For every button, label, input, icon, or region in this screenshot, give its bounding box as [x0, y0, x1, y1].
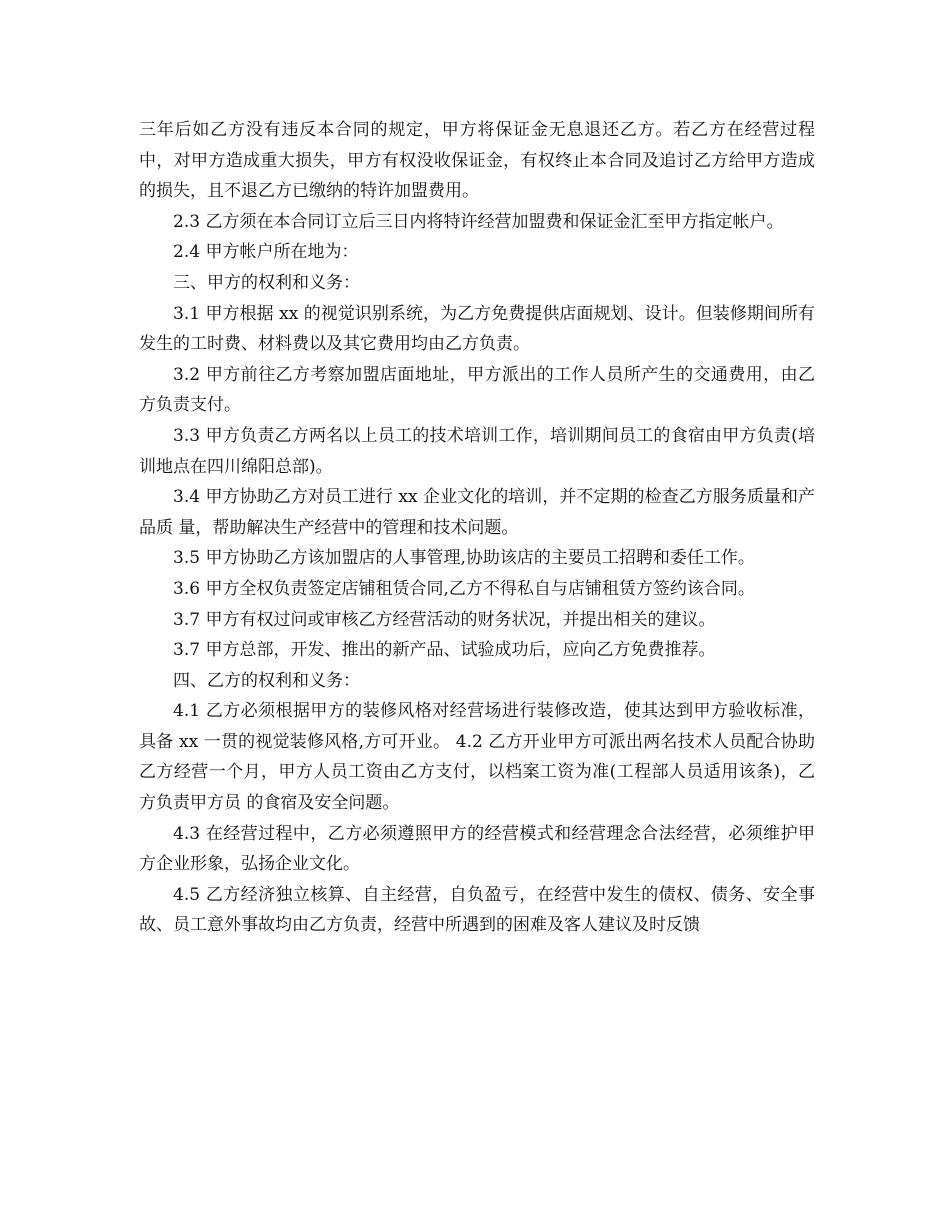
clause-3-3: 3.3 甲方负责乙方两名以上员工的技术培训工作，培训期间员工的食宿由甲方负责(培训地点在四川绵阳总部)。: [139, 425, 815, 477]
clause-3-2: 3.2 甲方前往乙方考察加盟店面地址，甲方派出的工作人员所产生的交通费用，由乙方负责支付。: [139, 364, 815, 416]
clause-2-4: 2.4 甲方帐户所在地为：: [173, 242, 359, 263]
clause-4-5: 4.5 乙方经济独立核算、自主经营，自负盈亏，在经营中发生的债权、债务、安全事故、员工意外事故均由乙方负责，经营中所遇到的困难及客人建议及时反馈: [139, 884, 815, 936]
clause-3-7-b: 3.7 甲方总部，开发、推出的新产品、试验成功后，应向乙方免费推荐。: [173, 640, 716, 661]
section-heading-4: 四、乙方的权利和义务：: [173, 670, 360, 691]
clause-3-4: 3.4 甲方协助乙方对员工进行 xx 企业文化的培训，并不定期的检查乙方服务质量和产品质 量，帮助解决生产经营中的管理和技术问题。: [139, 487, 815, 538]
clause-3-6: 3.6 甲方全权负责签定店铺租赁合同,乙方不得私自与店铺租赁方签约该合同。: [173, 578, 755, 599]
clause-4-3: 4.3 在经营过程中，乙方必须遵照甲方的经营模式和经营理念合法经营，必须维护甲方企业形象，弘扬企业文化。: [139, 823, 815, 875]
clause-3-1: 3.1 甲方根据 xx 的视觉识别系统，为乙方免费提供店面规划、设计。但装修期间所有发生的工时费、材料费以及其它费用均由乙方负责。: [139, 303, 815, 355]
section-heading-3: 三、甲方的权利和义务：: [173, 272, 360, 293]
clause-3-5: 3.5 甲方协助乙方该加盟店的人事管理,协助该店的主要员工招聘和委任工作。: [173, 548, 755, 569]
document-body: [139, 115, 815, 941]
clause-4-1-4-2: 4.1 乙方必须根据甲方的装修风格对经营场进行装修改造，使其达到甲方验收标准，具备 xx 一贯的视觉装修风格,方可开业。 4.2 乙方开业甲方可派出两名技术人员配合协助乙方经营一个月，甲方人员工资由乙方支付，以档案工资为准(工程部人员适用该条)，乙方负责甲方员 的食宿及安全问题。: [139, 701, 815, 814]
paragraph-1: 三年后如乙方没有违反本合同的规定，甲方将保证金无息退还乙方。若乙方在经营过程中，对甲方造成重大损失，甲方有权没收保证金，有权终止本合同及追讨乙方给甲方造成的损失，且不退乙方已缴纳的特许加盟费用。: [139, 120, 815, 202]
clause-3-7-a: 3.7 甲方有权过问或审核乙方经营活动的财务状况，并提出相关的建议。: [173, 609, 716, 630]
clause-2-3: 2.3 乙方须在本合同订立后三日内将特许经营加盟费和保证金汇至甲方指定帐户。: [173, 211, 784, 232]
